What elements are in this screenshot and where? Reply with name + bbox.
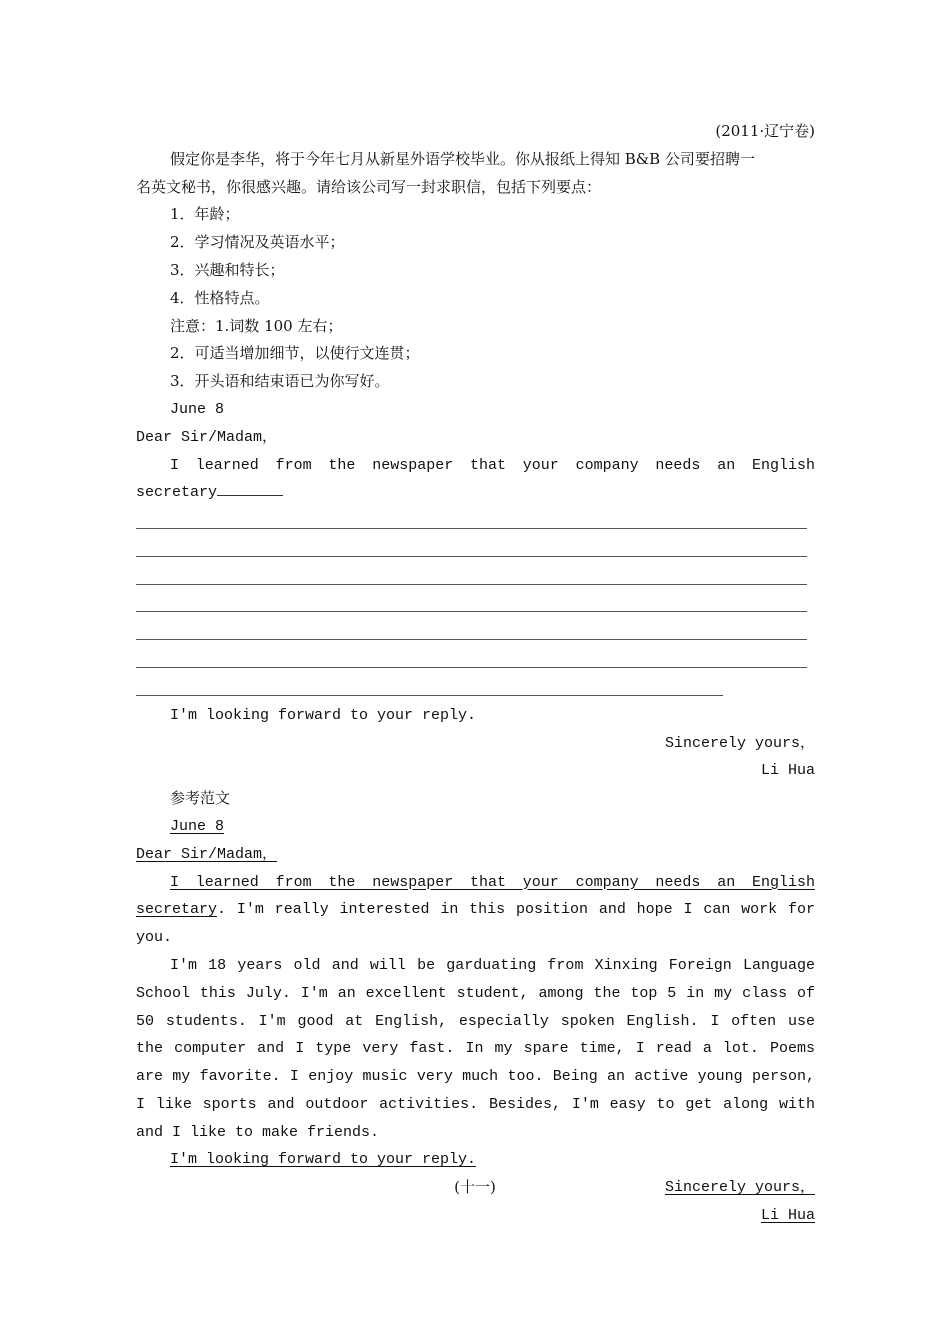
sample-paragraph-2: I'm 18 years old and will be garduating from Xinxing Foreign Language School this July. I'm an excellent student, among the top 5 in my class of 50 students. I'm good at English, especially spoken English. I often use the computer and I type very fast. In my spare time, I read a lot. Poems are my favorite. I enjoy music very much too. Being an active young person, I like sports and outdoor activities. Besides, I'm easy to get along with and I like to make friends. (136, 956, 815, 1141)
sample-signoff-text: Sincerely yours， (664, 1179, 815, 1197)
sample-date-text: June 8 (170, 817, 225, 835)
sample-paragraph-1 (136, 869, 815, 952)
letter-opening-line-2 (136, 479, 815, 507)
point-2: 2．学习情况及英语水平； (170, 233, 345, 252)
letter-name: Li Hua (760, 762, 815, 780)
sample-closing (136, 1146, 815, 1174)
task-line-1: 假定你是李华，将于今年七月从新星外语学校毕业。你从报纸上得知 B&B 公司要招聘一 (170, 149, 755, 168)
sample-closing-text: I'm looking forward to your reply. (170, 1151, 477, 1169)
point-3: 3．兴趣和特长； (170, 260, 285, 279)
sample-name-text: Li Hua (760, 1207, 815, 1225)
point-1: 1．年龄； (170, 205, 240, 224)
page-footer: (十一) (454, 1178, 496, 1196)
letter-closing: I'm looking forward to your reply. (170, 706, 477, 724)
note-3: 3．开头语和结束语已为你写好。 (170, 372, 390, 391)
point-4: 4．性格特点。 (170, 288, 270, 307)
letter-greeting: Dear Sir/Madam， (136, 428, 278, 446)
note-1: 注意：1.词数 100 左右； (170, 316, 343, 335)
document-page (136, 118, 815, 1230)
source-label: (2011·辽宁卷) (715, 122, 815, 140)
sample-greeting (136, 841, 815, 869)
answer-blank[interactable] (217, 481, 283, 496)
opening-secretary: secretary (136, 484, 218, 502)
sample-p1-rest: I'm really interested in this position and hope I can work for you. (136, 901, 815, 947)
sample-p1-underlined: I learned from the newspaper that your company needs an English secretary (136, 873, 815, 919)
letter-signoff: Sincerely yours， (664, 734, 815, 752)
writing-line[interactable] (136, 535, 815, 563)
sample-date (136, 813, 815, 841)
sample-greeting-text: Dear Sir/Madam， (136, 845, 278, 863)
writing-line[interactable] (136, 507, 815, 535)
sample-heading: 参考范文 (170, 789, 231, 808)
note-2: 2．可适当增加细节，以使行文连贯； (170, 344, 420, 363)
writing-line[interactable] (136, 618, 815, 646)
writing-line[interactable] (136, 591, 815, 619)
writing-line[interactable] (136, 674, 815, 702)
sample-name (136, 1202, 815, 1230)
letter-date: June 8 (170, 400, 225, 418)
writing-line[interactable] (136, 563, 815, 591)
task-line-2: 名英文秘书，你很感兴趣。请给该公司写一封求职信，包括下列要点： (136, 177, 602, 196)
writing-line[interactable] (136, 646, 815, 674)
sample-p1-dot: . (217, 901, 227, 919)
letter-opening-line-1: I learned from the newspaper that your company needs an English (170, 456, 815, 474)
